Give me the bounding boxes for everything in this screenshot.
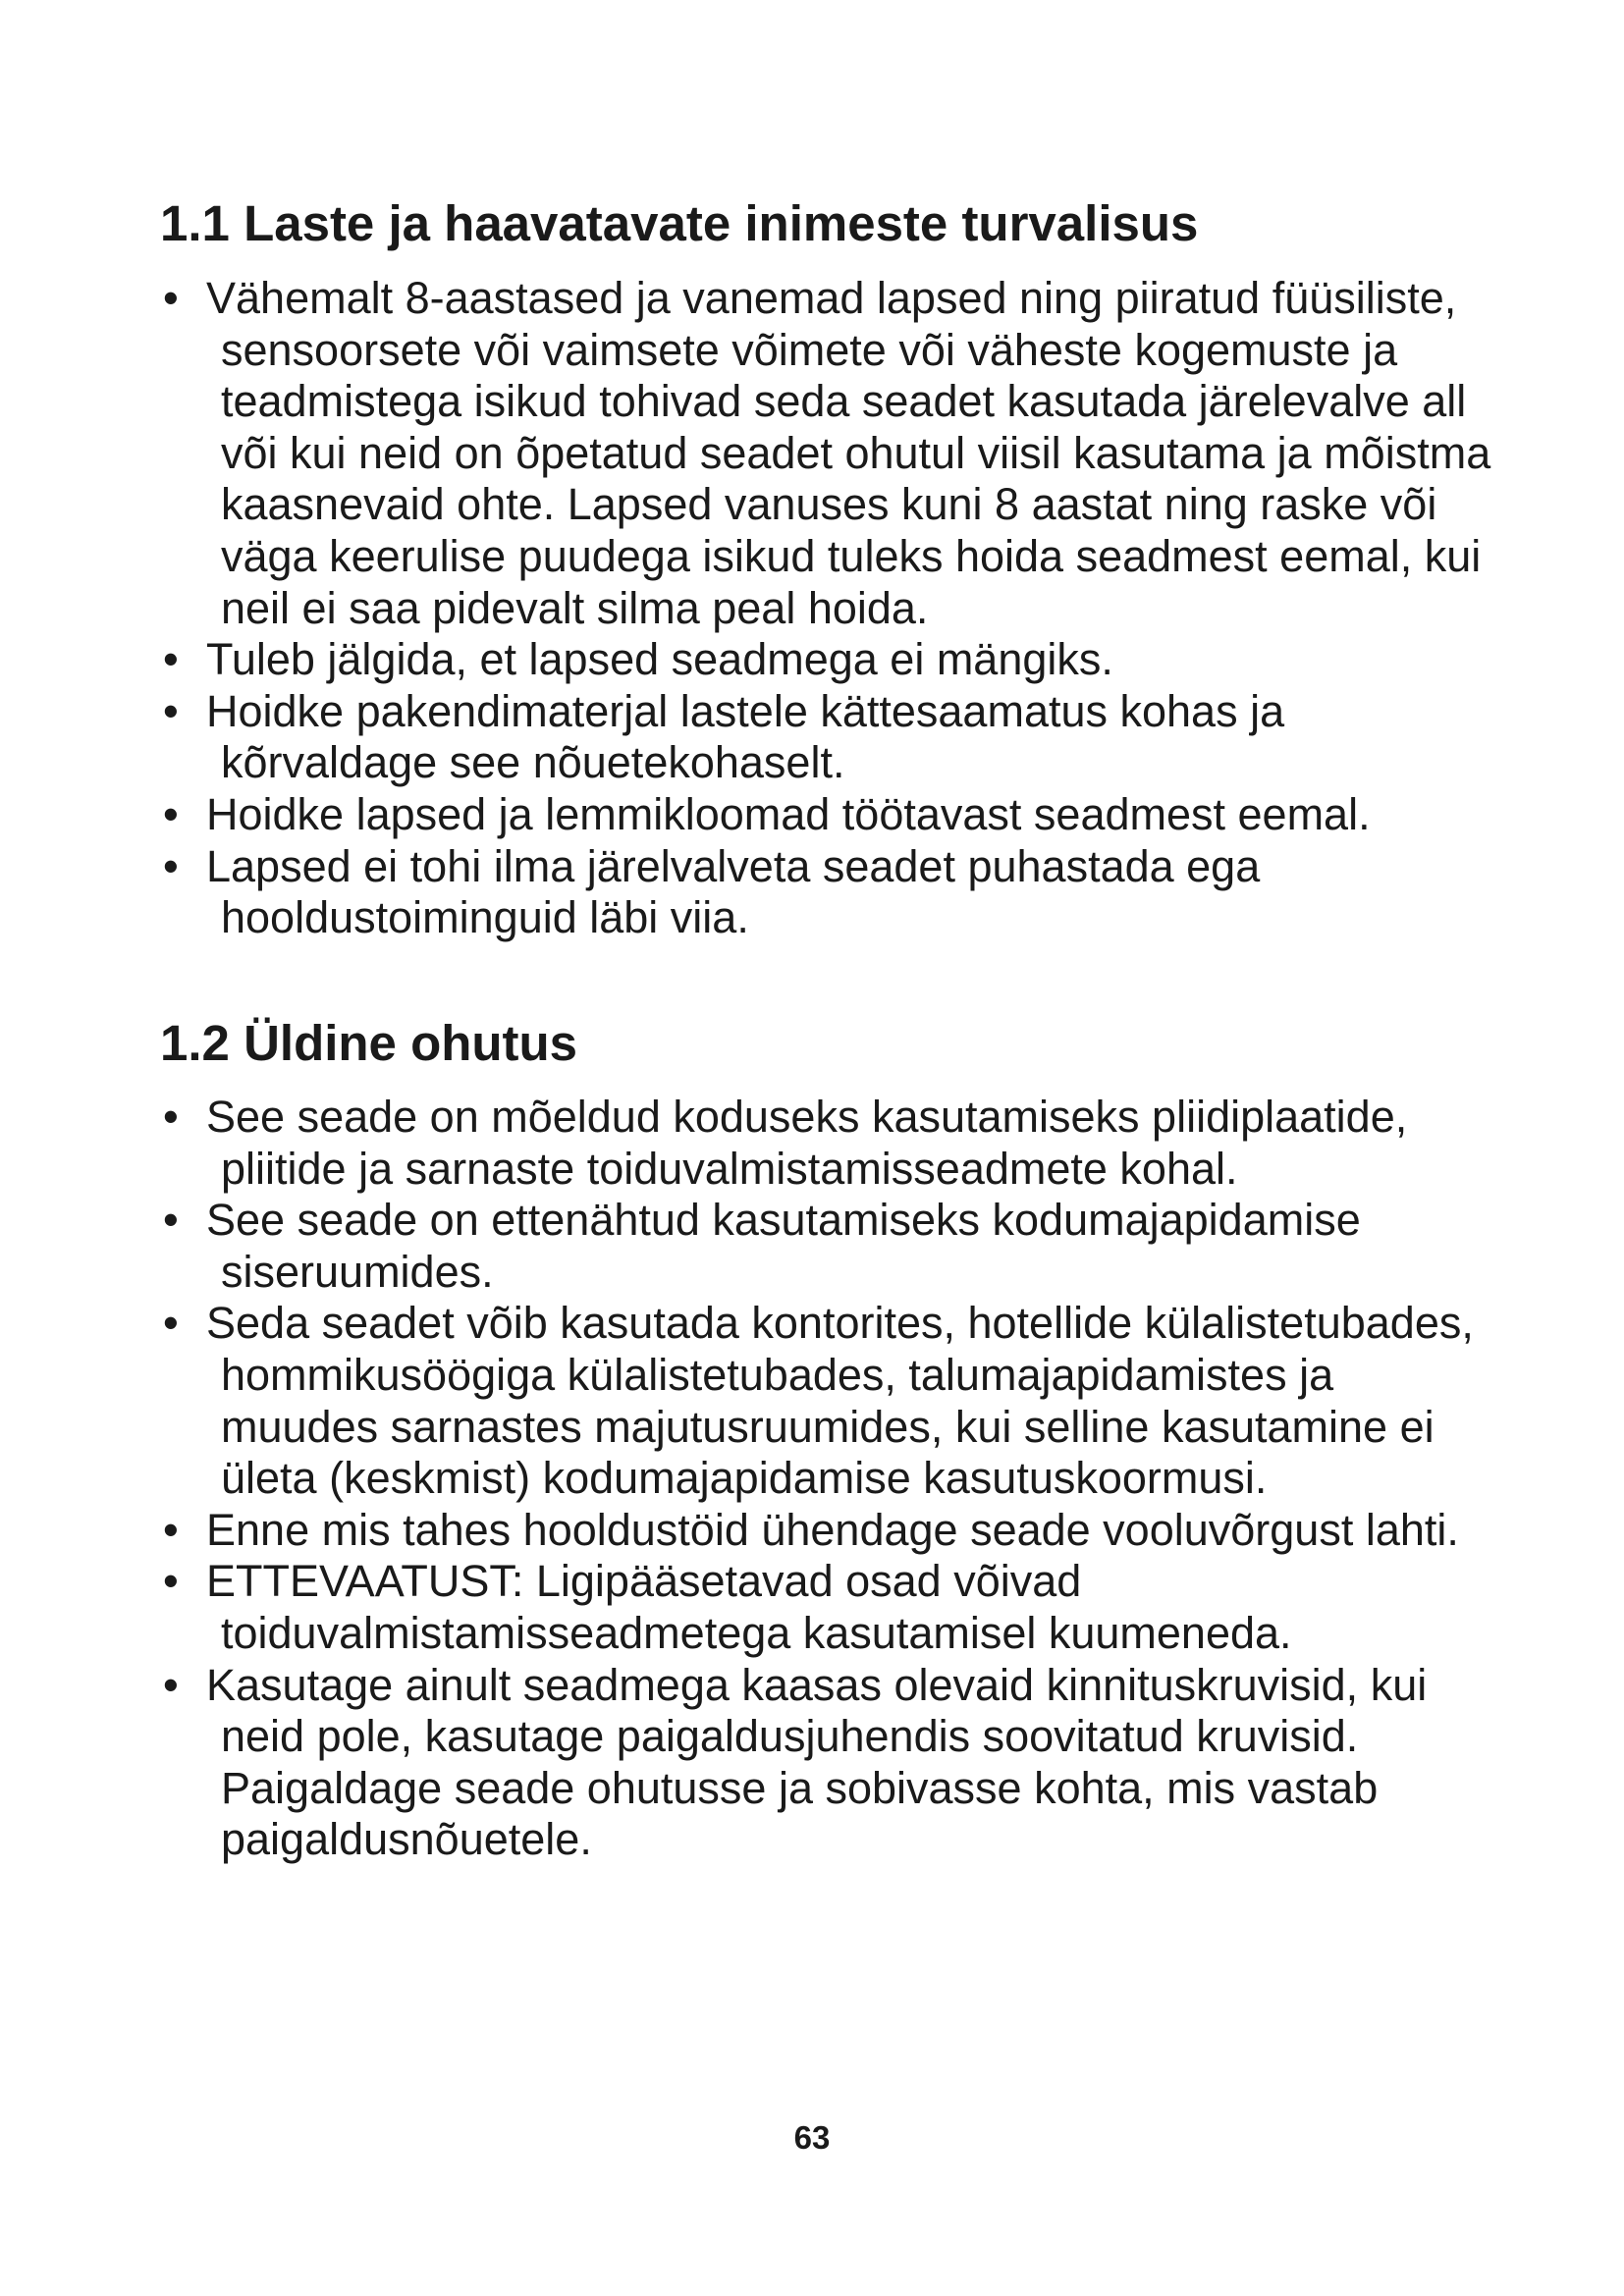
bullet [163,1660,192,1712]
bullet [163,789,192,841]
list-item [160,1092,1495,1195]
bullet [163,841,192,893]
child-safety-list [160,273,1495,944]
list-item-text: Kasutage ainult seadmega kaasas olevaid kinnituskruvisid, kui neid pole, kasutage paigaldusjuhendis soovitatud kruvisid. Paigaldage seade ohutusse ja sobivasse kohta, mis vastab paigaldusnõuetele. [206,1659,1428,1865]
bullet [163,1195,192,1247]
list-item-text: See seade on ettenähtud kasutamiseks kodumajapidamise siseruumides. [206,1195,1361,1297]
bullet [163,686,192,738]
bullet [163,1505,192,1557]
list-item-text: Hoidke pakendimaterjal lastele kättesaamatus kohas ja kõrvaldage see nõuetekohaselt. [206,685,1285,788]
list-item-text: Tuleb jälgida, et lapsed seadmega ei mängiks. [206,634,1113,685]
list-item-text: See seade on mõeldud koduseks kasutamiseks pliidiplaatide, pliitide ja sarnaste toiduvalmistamisseadmete kohal. [206,1092,1408,1194]
list-item [160,1505,1495,1557]
list-item [160,789,1495,841]
list-item [160,1660,1495,1866]
list-item-text: Lapsed ei tohi ilma järelvalveta seadet puhastada ega hooldustoiminguid läbi viia. [206,840,1261,943]
list-item [160,1298,1495,1504]
list-item-text: Enne mis tahes hooldustöid ühendage seade vooluvõrgust lahti. [206,1504,1459,1555]
page-number: 63 [793,2119,831,2156]
bullet [163,1092,192,1144]
bullet [163,1298,192,1350]
section-heading-child-safety: 1.1 Laste ja haavatavate inimeste turvalisus [160,195,1199,251]
list-item [160,686,1495,789]
list-item-text: Seda seadet võib kasutada kontorites, hotellide külalistetubades, hommikusöögiga külalistetubades, talumajapidamistes ja muudes sarnastes majutusruumides, kui selline kasutamine ei ületa (keskmist) kodumajapidamise kasutuskoormusi. [206,1298,1474,1504]
list-item [160,1195,1495,1298]
bullet [163,273,192,325]
list-item [160,273,1495,634]
list-item-text: ETTEVAATUST: Ligipääsetavad osad võivad toiduvalmistamisseadmetega kasutamisel kuumeneda. [206,1556,1292,1658]
bullet [163,1556,192,1608]
list-item-text: Vähemalt 8-aastased ja vanemad lapsed ning piiratud füüsiliste, sensoorsete või vaimsete võimete või väheste kogemuste ja teadmistega isikud tohivad seda seadet kasutada järelevalve all või kui neid on õpetatud seadet ohutul viisil kasutama ja mõistma kaasnevaid ohte. Lapsed vanuses kuni 8 aastat ning raske või väga keerulise puudega isikud tuleks hoida seadmest eemal, kui neil ei saa pidevalt silma peal hoida. [206,273,1491,633]
general-safety-list [160,1092,1495,1866]
section-heading-general-safety: 1.2 Üldine ohutus [160,1015,578,1071]
list-item [160,634,1495,686]
list-item [160,841,1495,944]
list-item [160,1556,1495,1659]
list-item-text: Hoidke lapsed ja lemmikloomad töötavast seadmest eemal. [206,788,1371,839]
bullet [163,634,192,686]
